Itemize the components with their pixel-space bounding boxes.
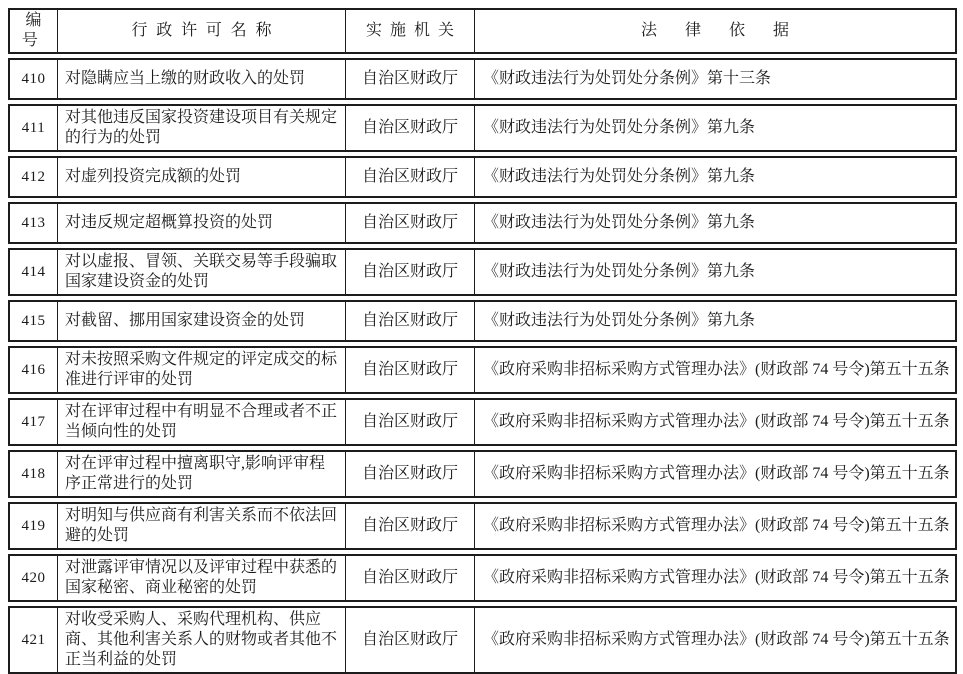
cell-permit-name: 对泄露评审情况以及评审过程中获悉的国家秘密、商业秘密的处罚 [57,556,345,600]
cell-agency: 自治区财政厅 [345,158,474,196]
header-cell-permit-name: 行政许可名称 [57,10,345,52]
header-cell-agency: 实施机关 [345,10,474,52]
cell-legal-basis: 《政府采购非招标采购方式管理办法》(财政部 74 号令)第五十五条 [474,452,955,496]
cell-row-number: 420 [21,570,46,586]
cell-permit-name: 对以虚报、冒领、关联交易等手段骗取国家建设资金的处罚 [57,250,345,294]
table-row [8,58,957,100]
table-row [8,398,957,446]
cell-row-number: 419 [21,518,46,534]
table-row [8,156,957,198]
cell-permit-name: 对隐瞒应当上缴的财政收入的处罚 [57,60,345,98]
cell-legal-basis: 《财政违法行为处罚处分条例》第九条 [474,204,955,242]
cell-permit-name: 对其他违反国家投资建设项目有关规定的行为的处罚 [57,106,345,150]
cell-legal-basis: 《财政违法行为处罚处分条例》第九条 [474,250,955,294]
cell-legal-basis: 《财政违法行为处罚处分条例》第九条 [474,106,955,150]
cell-agency: 自治区财政厅 [345,302,474,340]
cell-row-number: 415 [21,313,46,329]
table-body [8,58,963,674]
header-cell-row-number: 编号 [21,12,49,49]
table-row [8,502,957,550]
cell-row-number: 411 [21,120,46,136]
cell-legal-basis: 《政府采购非招标采购方式管理办法》(财政部 74 号令)第五十五条 [474,400,955,444]
cell-row-number: 410 [21,71,46,87]
cell-legal-basis: 《财政违法行为处罚处分条例》第九条 [474,302,955,340]
cell-agency: 自治区财政厅 [345,250,474,294]
cell-permit-name: 对虚列投资完成额的处罚 [57,158,345,196]
cell-agency: 自治区财政厅 [345,204,474,242]
cell-row-number: 417 [21,414,46,430]
table-row [8,104,957,152]
header-cell-legal-basis: 法律依据 [474,10,955,52]
cell-permit-name: 对在评审过程中擅离职守,影响评审程序正常进行的处罚 [57,452,345,496]
table-row [8,346,957,394]
cell-legal-basis: 《政府采购非招标采购方式管理办法》(财政部 74 号令)第五十五条 [474,556,955,600]
cell-agency: 自治区财政厅 [345,608,474,672]
cell-permit-name: 对在评审过程中有明显不合理或者不正当倾向性的处罚 [57,400,345,444]
cell-legal-basis: 《政府采购非招标采购方式管理办法》(财政部 74 号令)第五十五条 [474,608,955,672]
cell-agency: 自治区财政厅 [345,348,474,392]
cell-permit-name: 对明知与供应商有利害关系而不依法回避的处罚 [57,504,345,548]
cell-agency: 自治区财政厅 [345,400,474,444]
table-row [8,300,957,342]
cell-permit-name: 对未按照采购文件规定的评定成交的标准进行评审的处罚 [57,348,345,392]
cell-row-number: 413 [21,215,46,231]
cell-row-number: 414 [21,264,46,280]
cell-legal-basis: 《财政违法行为处罚处分条例》第九条 [474,158,955,196]
cell-permit-name: 对截留、挪用国家建设资金的处罚 [57,302,345,340]
table-row [8,606,957,674]
table-row [8,202,957,244]
cell-agency: 自治区财政厅 [345,504,474,548]
cell-row-number: 421 [21,632,46,648]
cell-permit-name: 对违反规定超概算投资的处罚 [57,204,345,242]
cell-legal-basis: 《政府采购非招标采购方式管理办法》(财政部 74 号令)第五十五条 [474,504,955,548]
cell-row-number: 416 [21,362,46,378]
table-header-row [8,8,957,54]
table-row [8,450,957,498]
cell-agency: 自治区财政厅 [345,60,474,98]
cell-permit-name: 对收受采购人、采购代理机构、供应商、其他利害关系人的财物或者其他不正当利益的处罚 [57,608,345,672]
cell-row-number: 418 [21,466,46,482]
cell-legal-basis: 《政府采购非招标采购方式管理办法》(财政部 74 号令)第五十五条 [474,348,955,392]
cell-agency: 自治区财政厅 [345,556,474,600]
table-row [8,554,957,602]
cell-legal-basis: 《财政违法行为处罚处分条例》第十三条 [474,60,955,98]
table-row [8,248,957,296]
cell-agency: 自治区财政厅 [345,452,474,496]
cell-agency: 自治区财政厅 [345,106,474,150]
cell-row-number: 412 [21,169,46,185]
